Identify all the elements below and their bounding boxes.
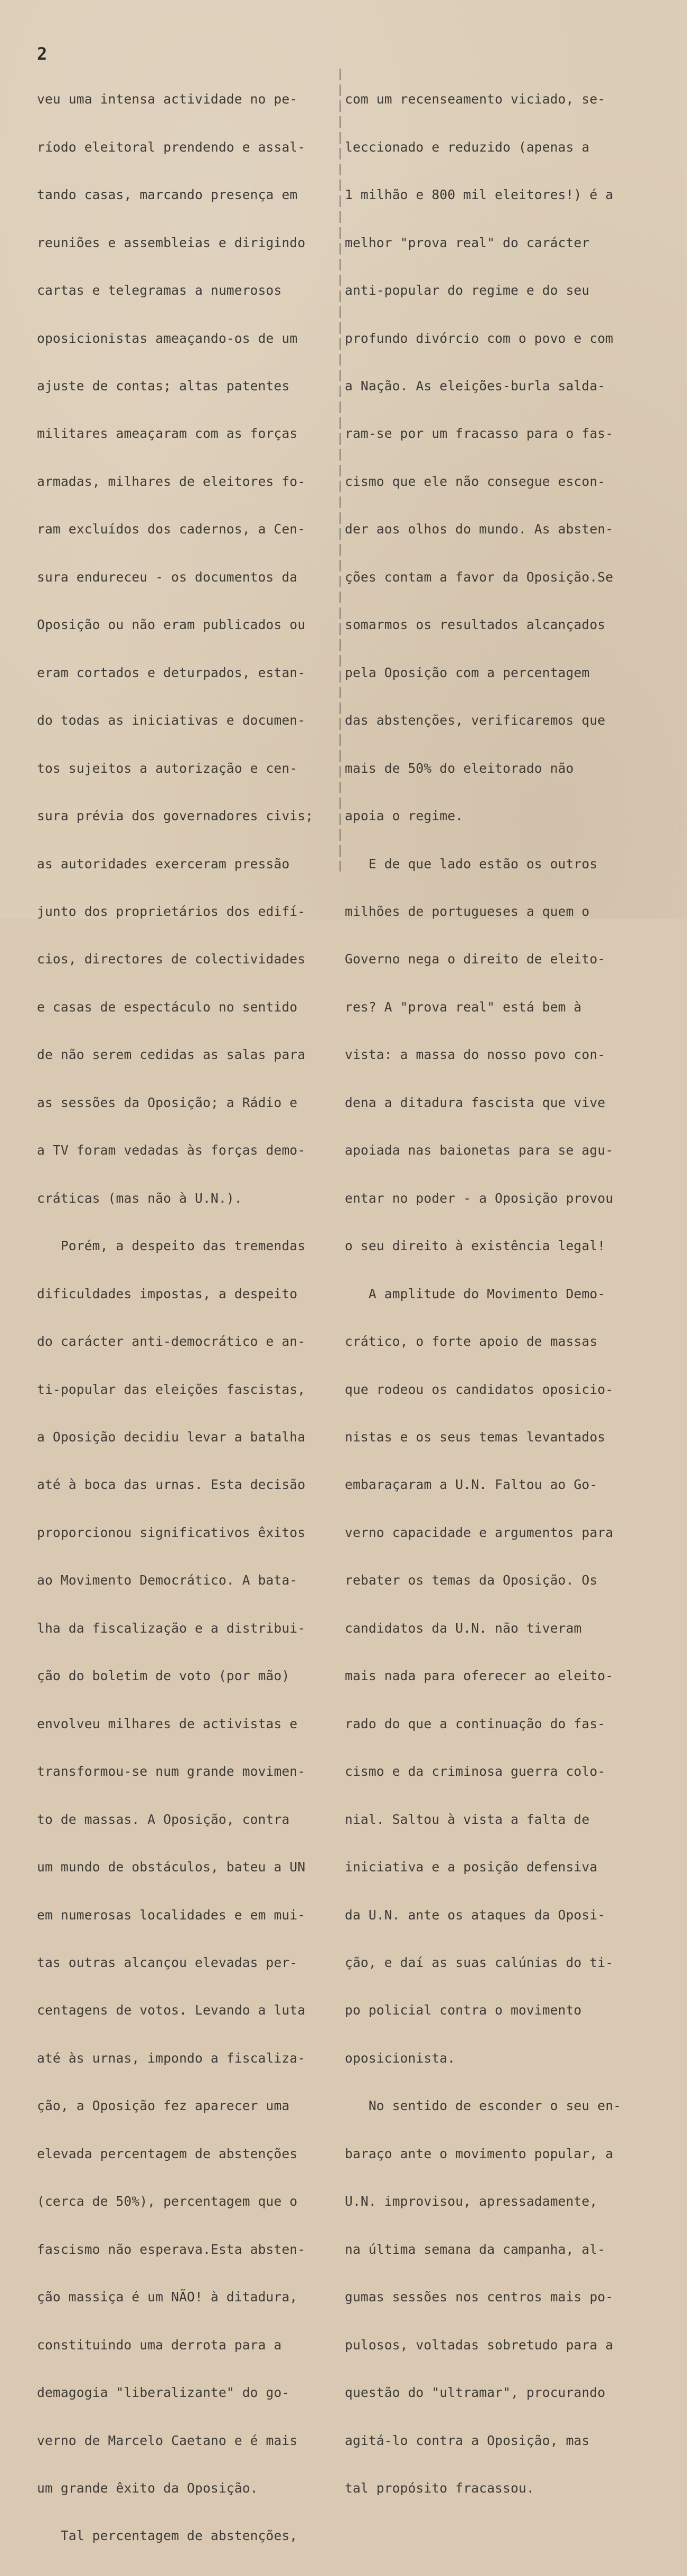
text-line: ajuste de contas; altas patentes bbox=[37, 378, 290, 394]
text-line: na última semana da campanha, al- bbox=[345, 2241, 606, 2257]
text-line: pela Oposição com a percentagem bbox=[345, 664, 590, 680]
text-line: cráticas (mas não à U.N.). bbox=[37, 1190, 242, 1206]
text-line: 1 milhão e 800 mil eleitores!) é a bbox=[345, 187, 614, 203]
text-line: cios, directores de colectividades bbox=[37, 951, 306, 967]
text-line: gumas sessões nos centros mais po- bbox=[345, 2289, 614, 2305]
text-line: U.N. improvisou, apressadamente, bbox=[345, 2194, 598, 2209]
text-line: milhões de portugueses a quem o bbox=[345, 904, 590, 920]
text-line: as sessões da Oposição; a Rádio e bbox=[37, 1094, 298, 1110]
text-line: ção massiça é um NÃO! à ditadura, bbox=[37, 2289, 298, 2305]
text-line: fascismo não esperava.Esta absten- bbox=[37, 2241, 306, 2257]
text-line: somarmos os resultados alcançados bbox=[345, 617, 606, 633]
text-line: eram cortados e deturpados, estan- bbox=[37, 664, 306, 680]
text-line: as autoridades exerceram pressão bbox=[37, 856, 290, 872]
text-line: ções contam a favor da Oposição.Se bbox=[345, 569, 614, 585]
text-line: ao Movimento Democrático. A bata- bbox=[37, 1572, 298, 1588]
right-column bbox=[345, 60, 646, 2528]
text-line: nistas e os seus temas levantados bbox=[345, 1429, 606, 1445]
text-line: mais de 50% do eleitorado não bbox=[345, 760, 574, 776]
text-line: sura prévia dos governadores civis; bbox=[37, 808, 314, 824]
text-line: apoiada nas baionetas para se agu- bbox=[345, 1142, 614, 1158]
text-line: ti-popular das eleições fascistas, bbox=[37, 1381, 306, 1397]
text-line: tando casas, marcando presença em bbox=[37, 187, 298, 203]
text-line: E de que lado estão os outros bbox=[345, 856, 598, 872]
page-number: 2 bbox=[37, 44, 48, 64]
text-line: tos sujeitos a autorização e cen- bbox=[37, 760, 298, 776]
text-line: candidatos da U.N. não tiveram bbox=[345, 1620, 582, 1636]
text-line: agitá-lo contra a Oposição, mas bbox=[345, 2432, 590, 2448]
text-line: e casas de espectáculo no sentido bbox=[37, 999, 298, 1015]
text-line: Tal percentagem de abstenções, bbox=[37, 2528, 298, 2544]
text-line: apoia o regime. bbox=[345, 808, 464, 824]
text-line: ríodo eleitoral prendendo e assal- bbox=[37, 139, 306, 155]
text-line: ram-se por um fracasso para o fas- bbox=[345, 426, 614, 442]
text-line: cismo que ele não consegue escon- bbox=[345, 473, 606, 489]
text-line: mais nada para oferecer ao eleito- bbox=[345, 1668, 614, 1684]
text-line: tas outras alcançou elevadas per- bbox=[37, 1954, 298, 1970]
text-line: oposicionista. bbox=[345, 2050, 456, 2066]
text-line: dena a ditadura fascista que vive bbox=[345, 1094, 606, 1110]
text-line: proporcionou significativos êxitos bbox=[37, 1524, 306, 1540]
text-line: res? A "prova real" está bem à bbox=[345, 999, 582, 1015]
left-column bbox=[37, 60, 337, 2576]
text-line: rado do que a continuação do fas- bbox=[345, 1716, 606, 1731]
text-line: der aos olhos do mundo. As absten- bbox=[345, 521, 614, 537]
text-line: Oposição ou não eram publicados ou bbox=[37, 617, 306, 633]
text-line: ção, e daí as suas calúnias do ti- bbox=[345, 1954, 614, 1970]
text-line: iniciativa e a posição defensiva bbox=[345, 1859, 598, 1875]
text-line: ção, a Oposição fez aparecer uma bbox=[37, 2098, 290, 2114]
text-line: com um recenseamento viciado, se- bbox=[345, 91, 606, 107]
text-line: pulosos, voltadas sobretudo para a bbox=[345, 2337, 614, 2353]
text-line: de não serem cedidas as salas para bbox=[37, 1047, 306, 1063]
text-line: um grande êxito da Oposição. bbox=[37, 2480, 258, 2496]
text-line: po policial contra o movimento bbox=[345, 2002, 582, 2018]
text-line: militares ameaçaram com as forças bbox=[37, 426, 298, 442]
text-line: junto dos proprietários dos edifí- bbox=[37, 904, 306, 920]
text-line: veu uma intensa actividade no pe- bbox=[37, 91, 298, 107]
text-line: do todas as iniciativas e documen- bbox=[37, 713, 306, 728]
text-line: cismo e da criminosa guerra colo- bbox=[345, 1764, 606, 1779]
text-line: No sentido de esconder o seu en- bbox=[345, 2098, 622, 2114]
text-line: questão do "ultramar", procurando bbox=[345, 2385, 606, 2401]
text-line: envolveu milhares de activistas e bbox=[37, 1716, 298, 1731]
text-line: ram excluídos dos cadernos, a Cen- bbox=[37, 521, 306, 537]
text-line: oposicionistas ameaçando-os de um bbox=[37, 330, 298, 346]
text-line: vista: a massa do nosso povo con- bbox=[345, 1047, 606, 1063]
text-line: ção do boletim de voto (por mão) bbox=[37, 1668, 290, 1684]
text-line: reuniões e assembleias e dirigindo bbox=[37, 235, 306, 250]
text-line: a TV foram vedadas às forças demo- bbox=[37, 1142, 306, 1158]
text-line: Governo nega o direito de eleito- bbox=[345, 951, 606, 967]
text-line: em numerosas localidades e em mui- bbox=[37, 1907, 306, 1923]
text-line: rebater os temas da Oposição. Os bbox=[345, 1572, 598, 1588]
text-line: a Nação. As eleições-burla salda- bbox=[345, 378, 606, 394]
text-line: até às urnas, impondo a fiscaliza- bbox=[37, 2050, 306, 2066]
text-line: melhor "prova real" do carácter bbox=[345, 235, 590, 250]
column-divider bbox=[340, 69, 341, 872]
text-line: sura endureceu - os documentos da bbox=[37, 569, 298, 585]
text-line: constituindo uma derrota para a bbox=[37, 2337, 282, 2353]
text-line: leccionado e reduzido (apenas a bbox=[345, 139, 590, 155]
text-line: entar no poder - a Oposição provou bbox=[345, 1190, 614, 1206]
text-line: o seu direito à existência legal! bbox=[345, 1238, 606, 1254]
text-line: baraço ante o movimento popular, a bbox=[345, 2146, 614, 2161]
text-line: (cerca de 50%), percentagem que o bbox=[37, 2194, 298, 2209]
text-line: a Oposição decidiu levar a batalha bbox=[37, 1429, 306, 1445]
text-line: crático, o forte apoio de massas bbox=[345, 1334, 598, 1350]
text-line: transformou-se num grande movimen- bbox=[37, 1764, 306, 1779]
text-line: profundo divórcio com o povo e com bbox=[345, 330, 614, 346]
text-line: nial. Saltou à vista a falta de bbox=[345, 1811, 590, 1827]
text-line: embaraçaram a U.N. Faltou ao Go- bbox=[345, 1477, 598, 1493]
text-line: elevada percentagem de abstenções bbox=[37, 2146, 298, 2161]
text-line: das abstenções, verificaremos que bbox=[345, 713, 606, 728]
text-line: cartas e telegramas a numerosos bbox=[37, 283, 282, 298]
text-line: centagens de votos. Levando a luta bbox=[37, 2002, 306, 2018]
text-line: tal propósito fracassou. bbox=[345, 2480, 534, 2496]
text-line: um mundo de obstáculos, bateu a UN bbox=[37, 1859, 306, 1875]
text-line: do carácter anti-democrático e an- bbox=[37, 1334, 306, 1350]
text-line: lha da fiscalização e a distribui- bbox=[37, 1620, 306, 1636]
text-line: A amplitude do Movimento Demo- bbox=[345, 1286, 606, 1301]
text-line: verno capacidade e argumentos para bbox=[345, 1524, 614, 1540]
text-line: to de massas. A Oposição, contra bbox=[37, 1811, 290, 1827]
text-line: dificuldades impostas, a despeito bbox=[37, 1286, 298, 1301]
text-line: Porém, a despeito das tremendas bbox=[37, 1238, 306, 1254]
text-line: que rodeou os candidatos oposicio- bbox=[345, 1381, 614, 1397]
text-line: armadas, milhares de eleitores fo- bbox=[37, 473, 306, 489]
text-line: da U.N. ante os ataques da Oposi- bbox=[345, 1907, 606, 1923]
text-line: demagogia "liberalizante" do go- bbox=[37, 2385, 290, 2401]
text-line: anti-popular do regime e do seu bbox=[345, 283, 590, 298]
text-line: verno de Marcelo Caetano e é mais bbox=[37, 2432, 298, 2448]
text-line: até à boca das urnas. Esta decisão bbox=[37, 1477, 306, 1493]
